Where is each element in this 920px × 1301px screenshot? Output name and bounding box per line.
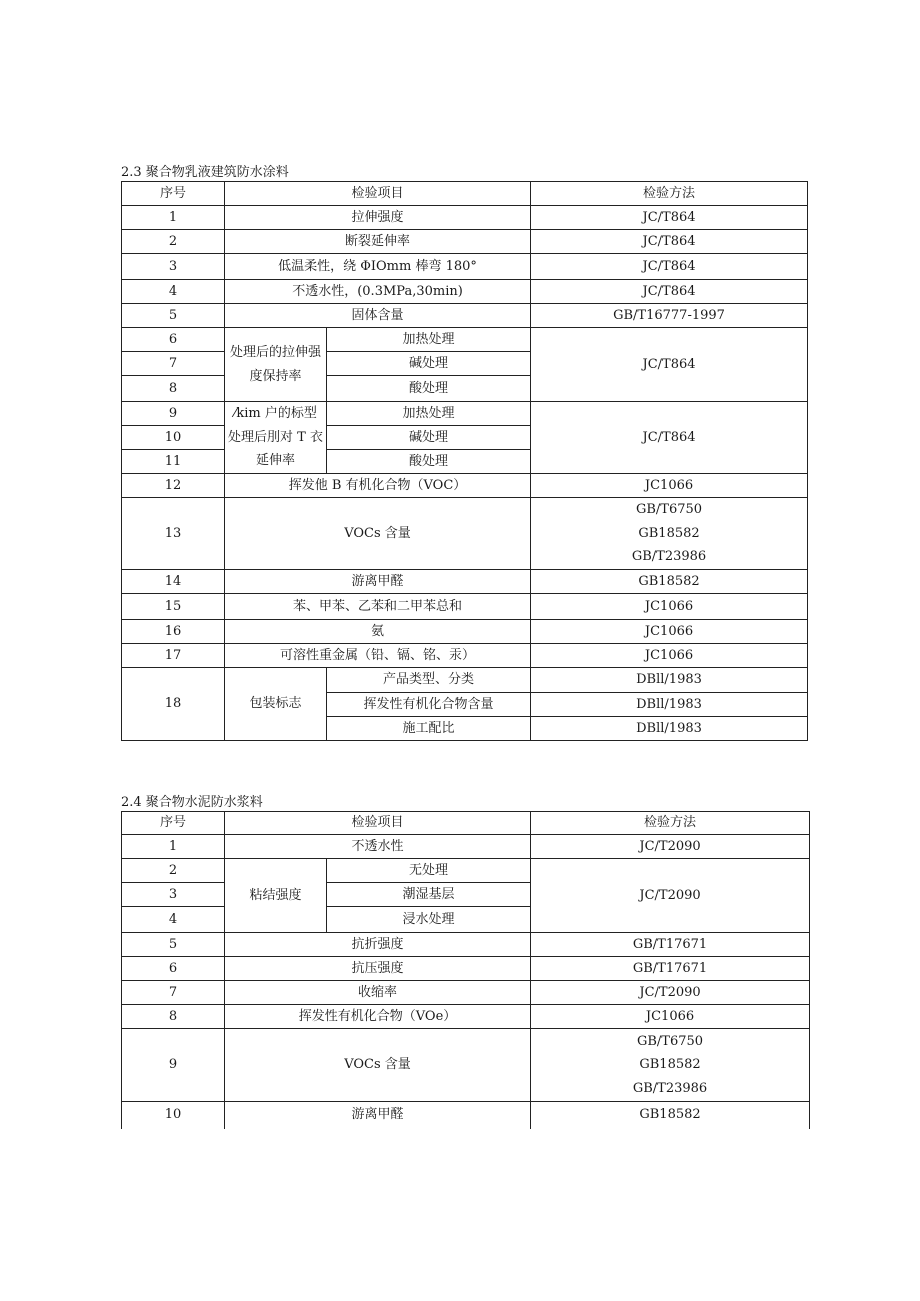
row-no: 9	[122, 402, 225, 426]
table-header-row	[122, 812, 810, 835]
group-method: JC/T2090	[531, 859, 810, 933]
method-line: GB18582	[639, 1057, 701, 1073]
row-method: JC/T864	[531, 254, 808, 280]
row-subitem: 加热处理	[327, 402, 531, 426]
table-2-4	[121, 811, 810, 1129]
group-method: JC/T864	[531, 402, 808, 474]
row-subitem: 挥发性有机化合物含量	[327, 693, 531, 717]
row-no: 1	[122, 206, 225, 230]
row-method: GB18582	[531, 570, 808, 594]
row-no: 5	[122, 304, 225, 328]
row-no: 6	[122, 957, 225, 981]
section-2-4-title: 2.4 聚合物水泥防水浆料	[121, 795, 263, 810]
row-no: 3	[122, 254, 225, 280]
table-row	[122, 474, 808, 498]
group-label-line: ⁄kim 户的标型	[234, 406, 317, 422]
row-no: 2	[122, 859, 225, 883]
header-item: 检验项目	[225, 812, 531, 835]
row-item: 低温柔性，绕 ΦIOmm 棒弯 180°	[225, 254, 531, 280]
row-subitem: 潮湿基层	[327, 883, 531, 907]
row-item: 抗压强度	[225, 957, 531, 981]
row-subitem: 施工配比	[327, 717, 531, 741]
row-item: 收缩率	[225, 981, 531, 1005]
header-no: 序号	[122, 812, 225, 835]
row-method: DBll/1983	[531, 717, 808, 741]
table-row	[122, 254, 808, 280]
row-no: 7	[122, 352, 225, 376]
row-item: 挥发性有机化合物（VOe）	[225, 1005, 531, 1029]
row-item: 苯、甲苯、乙苯和二甲苯总和	[225, 594, 531, 620]
group-label-line: 处理后刖对 T 衣	[228, 429, 323, 445]
row-no: 4	[122, 280, 225, 304]
group-label-line: 延伸率	[255, 453, 295, 469]
row-subitem: 酸处理	[327, 376, 531, 402]
row-subitem: 无处理	[327, 859, 531, 883]
table-row	[122, 835, 810, 859]
row-no: 8	[122, 376, 225, 402]
row-method: JC1066	[531, 620, 808, 644]
table-row	[122, 981, 810, 1005]
section-2-3-title: 2.3 聚合物乳液建筑防水涂料	[121, 165, 289, 180]
row-item: 断裂延伸率	[225, 230, 531, 254]
row-subitem: 碱处理	[327, 426, 531, 450]
table-row	[122, 206, 808, 230]
row-method: JC/T864	[531, 280, 808, 304]
row-method: JC/T2090	[531, 981, 810, 1005]
group-label	[225, 402, 327, 474]
table-row	[122, 620, 808, 644]
method-line: GB/T23986	[631, 549, 707, 565]
row-item: VOCs 含量	[225, 498, 531, 570]
row-method: DBll/1983	[531, 693, 808, 717]
row-no: 13	[122, 498, 225, 570]
table-row	[122, 230, 808, 254]
row-no: 7	[122, 981, 225, 1005]
row-no: 17	[122, 644, 225, 668]
row-subitem: 浸水处理	[327, 907, 531, 933]
row-no: 15	[122, 594, 225, 620]
row-item: 氨	[225, 620, 531, 644]
table-row	[122, 668, 808, 693]
table-row	[122, 328, 808, 352]
row-no: 2	[122, 230, 225, 254]
group-label: 包装标志	[225, 668, 327, 741]
table-row	[122, 594, 808, 620]
row-method: GB/T17671	[531, 957, 810, 981]
row-item: 不透水性	[225, 835, 531, 859]
row-item: 抗折强度	[225, 933, 531, 957]
table-row	[122, 498, 808, 570]
header-item: 检验项目	[225, 182, 531, 206]
row-no: 14	[122, 570, 225, 594]
table-row	[122, 1029, 810, 1102]
header-no: 序号	[122, 182, 225, 206]
row-no: 9	[122, 1029, 225, 1102]
table-row	[122, 402, 808, 426]
row-no: 10	[122, 426, 225, 450]
table-header-row	[122, 182, 808, 206]
row-method: JC1066	[531, 1005, 810, 1029]
row-method	[531, 1029, 810, 1102]
row-no: 12	[122, 474, 225, 498]
row-no: 10	[122, 1102, 225, 1129]
table-row	[122, 1102, 810, 1129]
row-item: 不透水性，(0.3MPa,30min)	[225, 280, 531, 304]
row-method: JC/T864	[531, 206, 808, 230]
row-subitem: 酸处理	[327, 450, 531, 474]
row-item: 可溶性重金属（铅、镉、铭、汞）	[225, 644, 531, 668]
row-method	[531, 498, 808, 570]
row-item: 拉伸强度	[225, 206, 531, 230]
method-line: GB/T6750	[635, 502, 703, 518]
header-method: 检验方法	[531, 182, 808, 206]
header-method: 检验方法	[531, 812, 810, 835]
row-no: 11	[122, 450, 225, 474]
row-no: 1	[122, 835, 225, 859]
row-method: JC/T864	[531, 230, 808, 254]
table-row	[122, 1005, 810, 1029]
group-method: JC/T864	[531, 328, 808, 402]
row-method: GB/T17671	[531, 933, 810, 957]
row-item: 挥发他 B 有机化合物（VOC）	[225, 474, 531, 498]
row-method: JC/T2090	[531, 835, 810, 859]
row-subitem: 碱处理	[327, 352, 531, 376]
table-row	[122, 304, 808, 328]
method-line: GB18582	[638, 525, 700, 541]
method-line: GB/T6750	[636, 1033, 704, 1049]
table-2-3	[121, 181, 808, 741]
group-label: 处理后的拉伸强度保持率	[225, 328, 327, 402]
row-item: 固体含量	[225, 304, 531, 328]
method-line: GB/T23986	[632, 1080, 708, 1096]
table-row	[122, 280, 808, 304]
row-no: 5	[122, 933, 225, 957]
row-no: 18	[122, 668, 225, 741]
table-row	[122, 933, 810, 957]
row-method: DBll/1983	[531, 668, 808, 693]
table-row	[122, 570, 808, 594]
row-method: GB/T16777-1997	[531, 304, 808, 328]
row-item: 游离甲醛	[225, 570, 531, 594]
group-label: 粘结强度	[225, 859, 327, 933]
row-no: 6	[122, 328, 225, 352]
table-row	[122, 859, 810, 883]
row-item: VOCs 含量	[225, 1029, 531, 1102]
row-no: 3	[122, 883, 225, 907]
table-row	[122, 957, 810, 981]
row-method: JC1066	[531, 474, 808, 498]
row-method: GB18582	[531, 1102, 810, 1129]
row-item: 游离甲醛	[225, 1102, 531, 1129]
row-method: JC1066	[531, 644, 808, 668]
row-no: 4	[122, 907, 225, 933]
row-no: 8	[122, 1005, 225, 1029]
row-subitem: 加热处理	[327, 328, 531, 352]
table-row	[122, 644, 808, 668]
row-method: JC1066	[531, 594, 808, 620]
row-no: 16	[122, 620, 225, 644]
row-subitem: 产品类型、分类	[327, 668, 531, 693]
